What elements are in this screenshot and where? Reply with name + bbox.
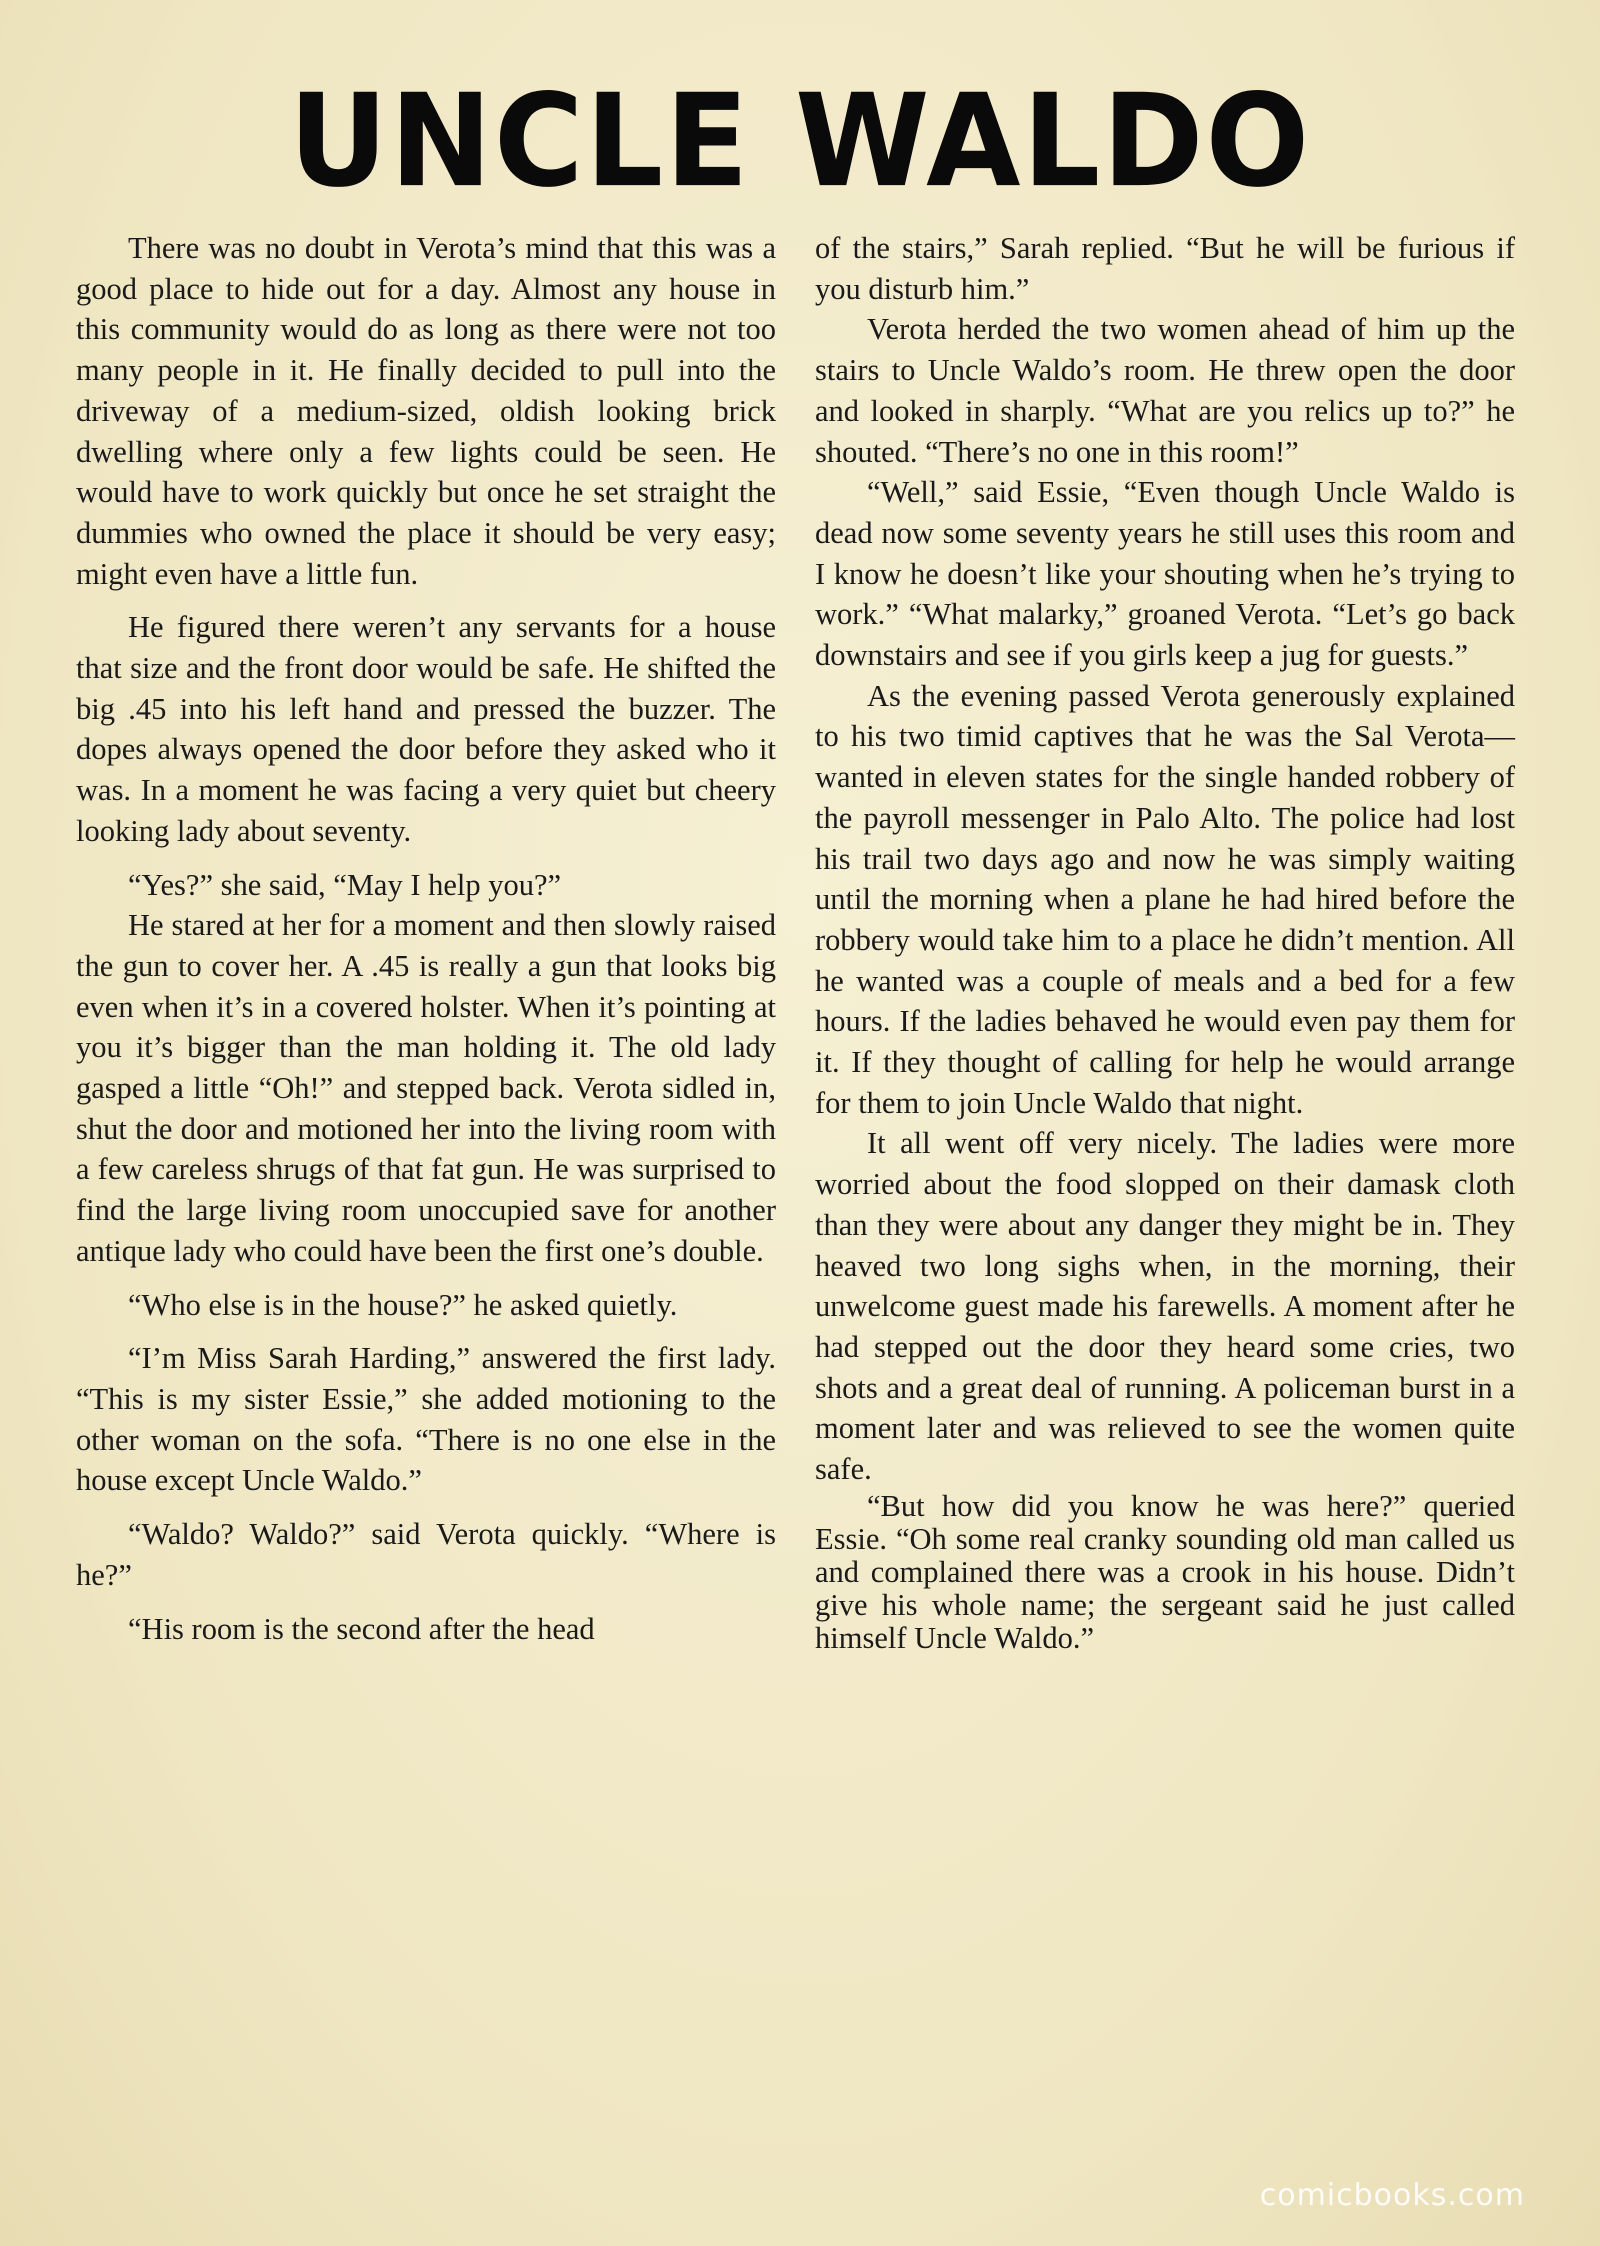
paragraph: As the evening passed Verota generously explained to his two timid captives that he was the Sal Verota—wanted in eleven states for the single handed robbery of the payroll messenger in Palo Alto. The police had lost his trail two days ago and now he was simply waiting until the morning when a plane he had hired before the robbery would take him to a place he didn’t mention. All he wanted was a couple of meals and a bed for a few hours. If the ladies behaved he would even pay them for it. If they thought of calling for help he would arrange for them to join Uncle Waldo that night.: [815, 678, 1515, 1120]
story-title: UNCLE WALDO: [288, 66, 1312, 216]
paragraph: He stared at her for a moment and then slowly raised the gun to cover her. A .45 is really a gun that looks big even when it’s in a covered holster. When it’s pointing at you it’s bigger than the man holding it. The old lady gasped a little “Oh!” and stepped back. Verota sidled in, shut the door and motioned her into the living room with a few careless shrugs of that fat gun. He was surprised to find the large living room unoccupied save for another antique lady who could have been the first one’s double.: [76, 908, 776, 1268]
paragraph: Verota herded the two women ahead of him up the stairs to Uncle Waldo’s room. He threw open the door and looked in sharply. “What are you relics up to?” he shouted. “There’s no one in this room!”: [815, 312, 1515, 469]
paragraph: “I’m Miss Sarah Harding,” answered the first lady. “This is my sister Essie,” she added motioning to the other woman on the sofa. “There is no one else in the house except Uncle Waldo.”: [76, 1341, 776, 1498]
paragraph: “Waldo? Waldo?” said Verota quickly. “Where is he?”: [76, 1517, 776, 1592]
paragraph: of the stairs,” Sarah replied. “But he will be furious if you disturb him.”: [815, 231, 1515, 306]
right-column: [815, 228, 1515, 1668]
paragraph: It all went off very nicely. The ladies were more worried about the food slopped on their damask cloth than they were about any danger they might be in. They heaved two long sighs when, in the morning, their unwelcome guest made his farewells. A moment after he had stepped out the door they heard some cries, two shots and a great deal of running. A policeman burst in a moment later and was relieved to see the women quite safe.: [815, 1126, 1515, 1487]
left-column: [76, 228, 776, 1662]
paragraph: There was no doubt in Verota’s mind that this was a good place to hide out for a day. Almost any house in this community would do as long as there were not too many people in it. He finally decided to pull into the driveway of a medium-sized, oldish looking brick dwelling where only a few lights could be seen. He would have to work quickly but once he set straight the dummies who owned the place it should be very easy; might even have a little fun.: [76, 231, 776, 591]
paragraph: He figured there weren’t any servants for a house that size and the front door would be safe. He shifted the big .45 into his left hand and pressed the buzzer. The dopes always opened the door before they asked who it was. In a moment he was facing a very quiet but cheery looking lady about seventy.: [76, 610, 776, 848]
paragraph: “Who else is in the house?” he asked quietly.: [128, 1287, 678, 1322]
paragraph: “But how did you know he was here?” queried Essie. “Oh some real cranky sounding old man called us and complained there was a crook in his house. Didn’t give his whole name; the sergeant said he just called himself Uncle Waldo.”: [815, 1488, 1515, 1655]
paragraph: “His room is the second after the head: [128, 1611, 595, 1646]
watermark: comicbooks.com: [1259, 2178, 1525, 2213]
paragraph: “Yes?” she said, “May I help you?”: [128, 867, 562, 902]
paragraph: “Well,” said Essie, “Even though Uncle Waldo is dead now some seventy years he still uses this room and I know he doesn’t like your shouting when he’s trying to work.” “What malarky,” groaned Verota. “Let’s go back downstairs and see if you girls keep a jug for guests.”: [815, 475, 1515, 673]
